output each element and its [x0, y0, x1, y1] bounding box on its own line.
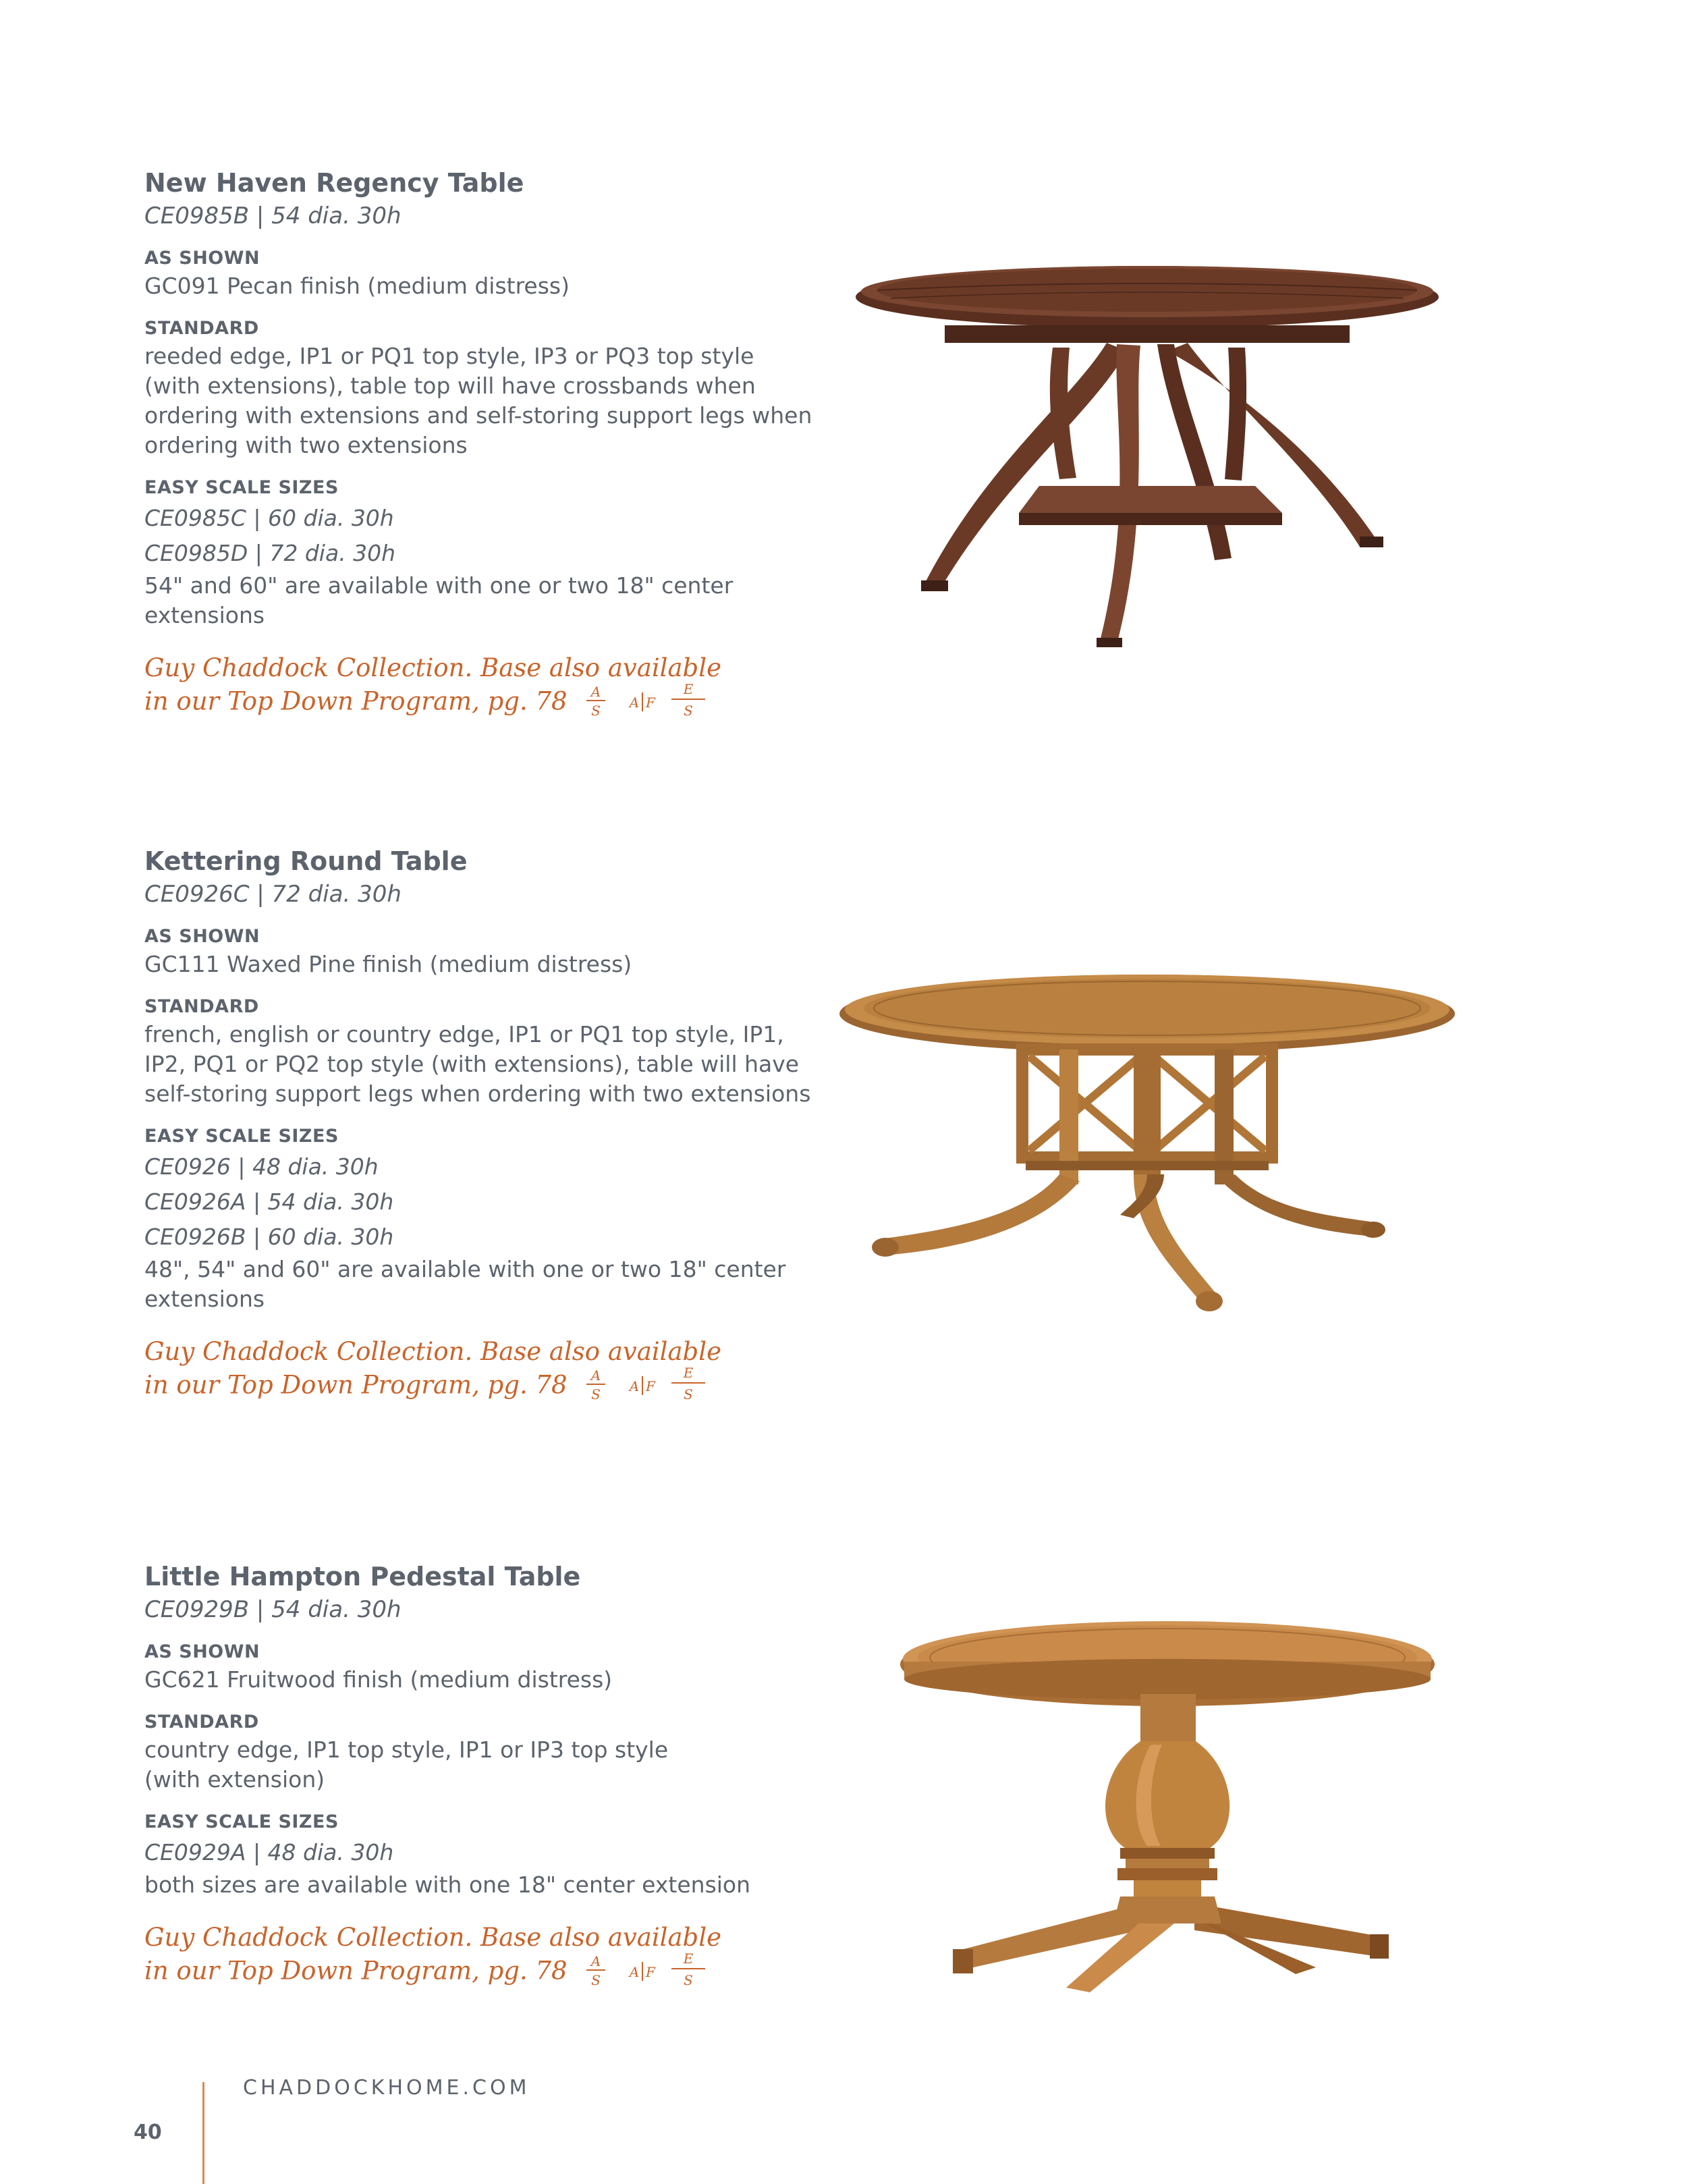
program-marks [577, 680, 712, 721]
as-shown-text: GC091 Pecan finish (medium distress) [144, 273, 570, 299]
product-kettering [144, 844, 846, 1407]
size-option: CE0985C | 60 dia. 30h [144, 505, 394, 531]
program-marks-icon [577, 1950, 712, 1990]
footer-divider [202, 2082, 204, 2184]
product-sku: CE0985B | 54 dia. 30h [144, 202, 402, 229]
as-shown-text: GC621 Fruitwood finish (medium distress) [144, 1666, 613, 1693]
mark-af-right: F [645, 1964, 655, 1980]
size-note: both sizes are available with one 18" center extension [144, 1872, 751, 1898]
standard-text: french, english or country edge, IP1 or PQ1 top style, IP1, IP2, PQ1 or PQ2 top style (with extensions), table will have self-storing support legs when ordering with two extensions [144, 1021, 811, 1107]
mark-as-bottom: S [590, 703, 601, 719]
mark-es-bottom: S [683, 703, 693, 719]
collection-note [144, 1923, 846, 1993]
easy-scale-label: EASY SCALE SIZES [144, 477, 339, 498]
product-new-haven [144, 166, 846, 724]
collection-note-line: Guy Chaddock Collection. Base also available [144, 1923, 721, 1952]
size-option: CE0926A | 54 dia. 30h [144, 1189, 394, 1215]
as-shown-label: AS SHOWN [144, 248, 260, 269]
as-shown-label: AS SHOWN [144, 926, 260, 947]
program-marks-icon [577, 680, 712, 721]
mark-es-bottom: S [683, 1386, 693, 1402]
size-option: CE0985D | 72 dia. 30h [144, 540, 396, 566]
size-option: CE0926B | 60 dia. 30h [144, 1224, 394, 1250]
mark-af-right: F [645, 694, 655, 711]
mark-es-top: E [683, 681, 693, 697]
product-little-hampton [144, 1560, 846, 1993]
product-sku: CE0929B | 54 dia. 30h [144, 1596, 402, 1623]
mark-af-left: A [629, 1964, 639, 1980]
mark-es-bottom: S [683, 1972, 693, 1988]
mark-as-top: A [590, 1367, 601, 1384]
size-note: 48", 54" and 60" are available with one or two 18" center extensions [144, 1256, 786, 1312]
collection-note [144, 653, 846, 724]
size-note: 54" and 60" are available with one or two 18" center extensions [144, 572, 734, 628]
size-option: CE0926 | 48 dia. 30h [144, 1153, 379, 1180]
standard-label: STANDARD [144, 1712, 259, 1732]
standard-label: STANDARD [144, 996, 259, 1017]
collection-note-line: Guy Chaddock Collection. Base also available [144, 1337, 721, 1366]
mark-as-bottom: S [590, 1972, 601, 1988]
program-marks [577, 1950, 712, 1990]
mark-af-left: A [629, 1378, 639, 1394]
mark-as-bottom: S [590, 1386, 601, 1402]
standard-label: STANDARD [144, 318, 259, 339]
collection-note-text: in our Top Down Program, pg. 78 [144, 1956, 568, 1986]
footer-website: CHADDOCKHOME.COM [243, 2076, 530, 2100]
mark-as-top: A [590, 684, 601, 700]
size-option: CE0929A | 48 dia. 30h [144, 1839, 394, 1865]
product-title: New Haven Regency Table [144, 168, 524, 198]
collection-note-line [144, 683, 846, 724]
little-hampton-table-image [897, 1620, 1444, 1998]
standard-text: reeded edge, IP1 or PQ1 top style, IP3 or PQ3 top style (with extensions), table top will have crossbands when ordering with extensions and self-storing support legs when ordering with two extensions [144, 343, 812, 458]
mark-as-top: A [590, 1953, 601, 1969]
new-haven-table-image [850, 263, 1444, 655]
collection-note-line [144, 1950, 846, 1993]
as-shown-text: GC111 Waxed Pine finish (medium distress) [144, 951, 632, 977]
collection-note-text: in our Top Down Program, pg. 78 [144, 1370, 568, 1400]
page-number: 40 [134, 2121, 162, 2144]
mark-es-top: E [683, 1365, 693, 1381]
program-marks [577, 1364, 712, 1404]
as-shown-label: AS SHOWN [144, 1641, 260, 1662]
collection-note-text: in our Top Down Program, pg. 78 [144, 686, 568, 716]
mark-af-left: A [629, 694, 639, 711]
product-title: Kettering Round Table [144, 846, 468, 876]
easy-scale-label: EASY SCALE SIZES [144, 1126, 339, 1147]
mark-af-right: F [645, 1378, 655, 1394]
easy-scale-label: EASY SCALE SIZES [144, 1811, 339, 1832]
program-marks-icon [577, 1364, 712, 1404]
product-title: Little Hampton Pedestal Table [144, 1562, 581, 1591]
collection-note [144, 1337, 846, 1407]
collection-note-line: Guy Chaddock Collection. Base also available [144, 653, 721, 682]
kettering-table-image [837, 972, 1458, 1323]
product-sku: CE0926C | 72 dia. 30h [144, 881, 402, 908]
collection-note-line [144, 1367, 846, 1407]
mark-es-top: E [683, 1950, 693, 1967]
standard-text: country edge, IP1 top style, IP1 or IP3 top style (with extension) [144, 1737, 669, 1793]
